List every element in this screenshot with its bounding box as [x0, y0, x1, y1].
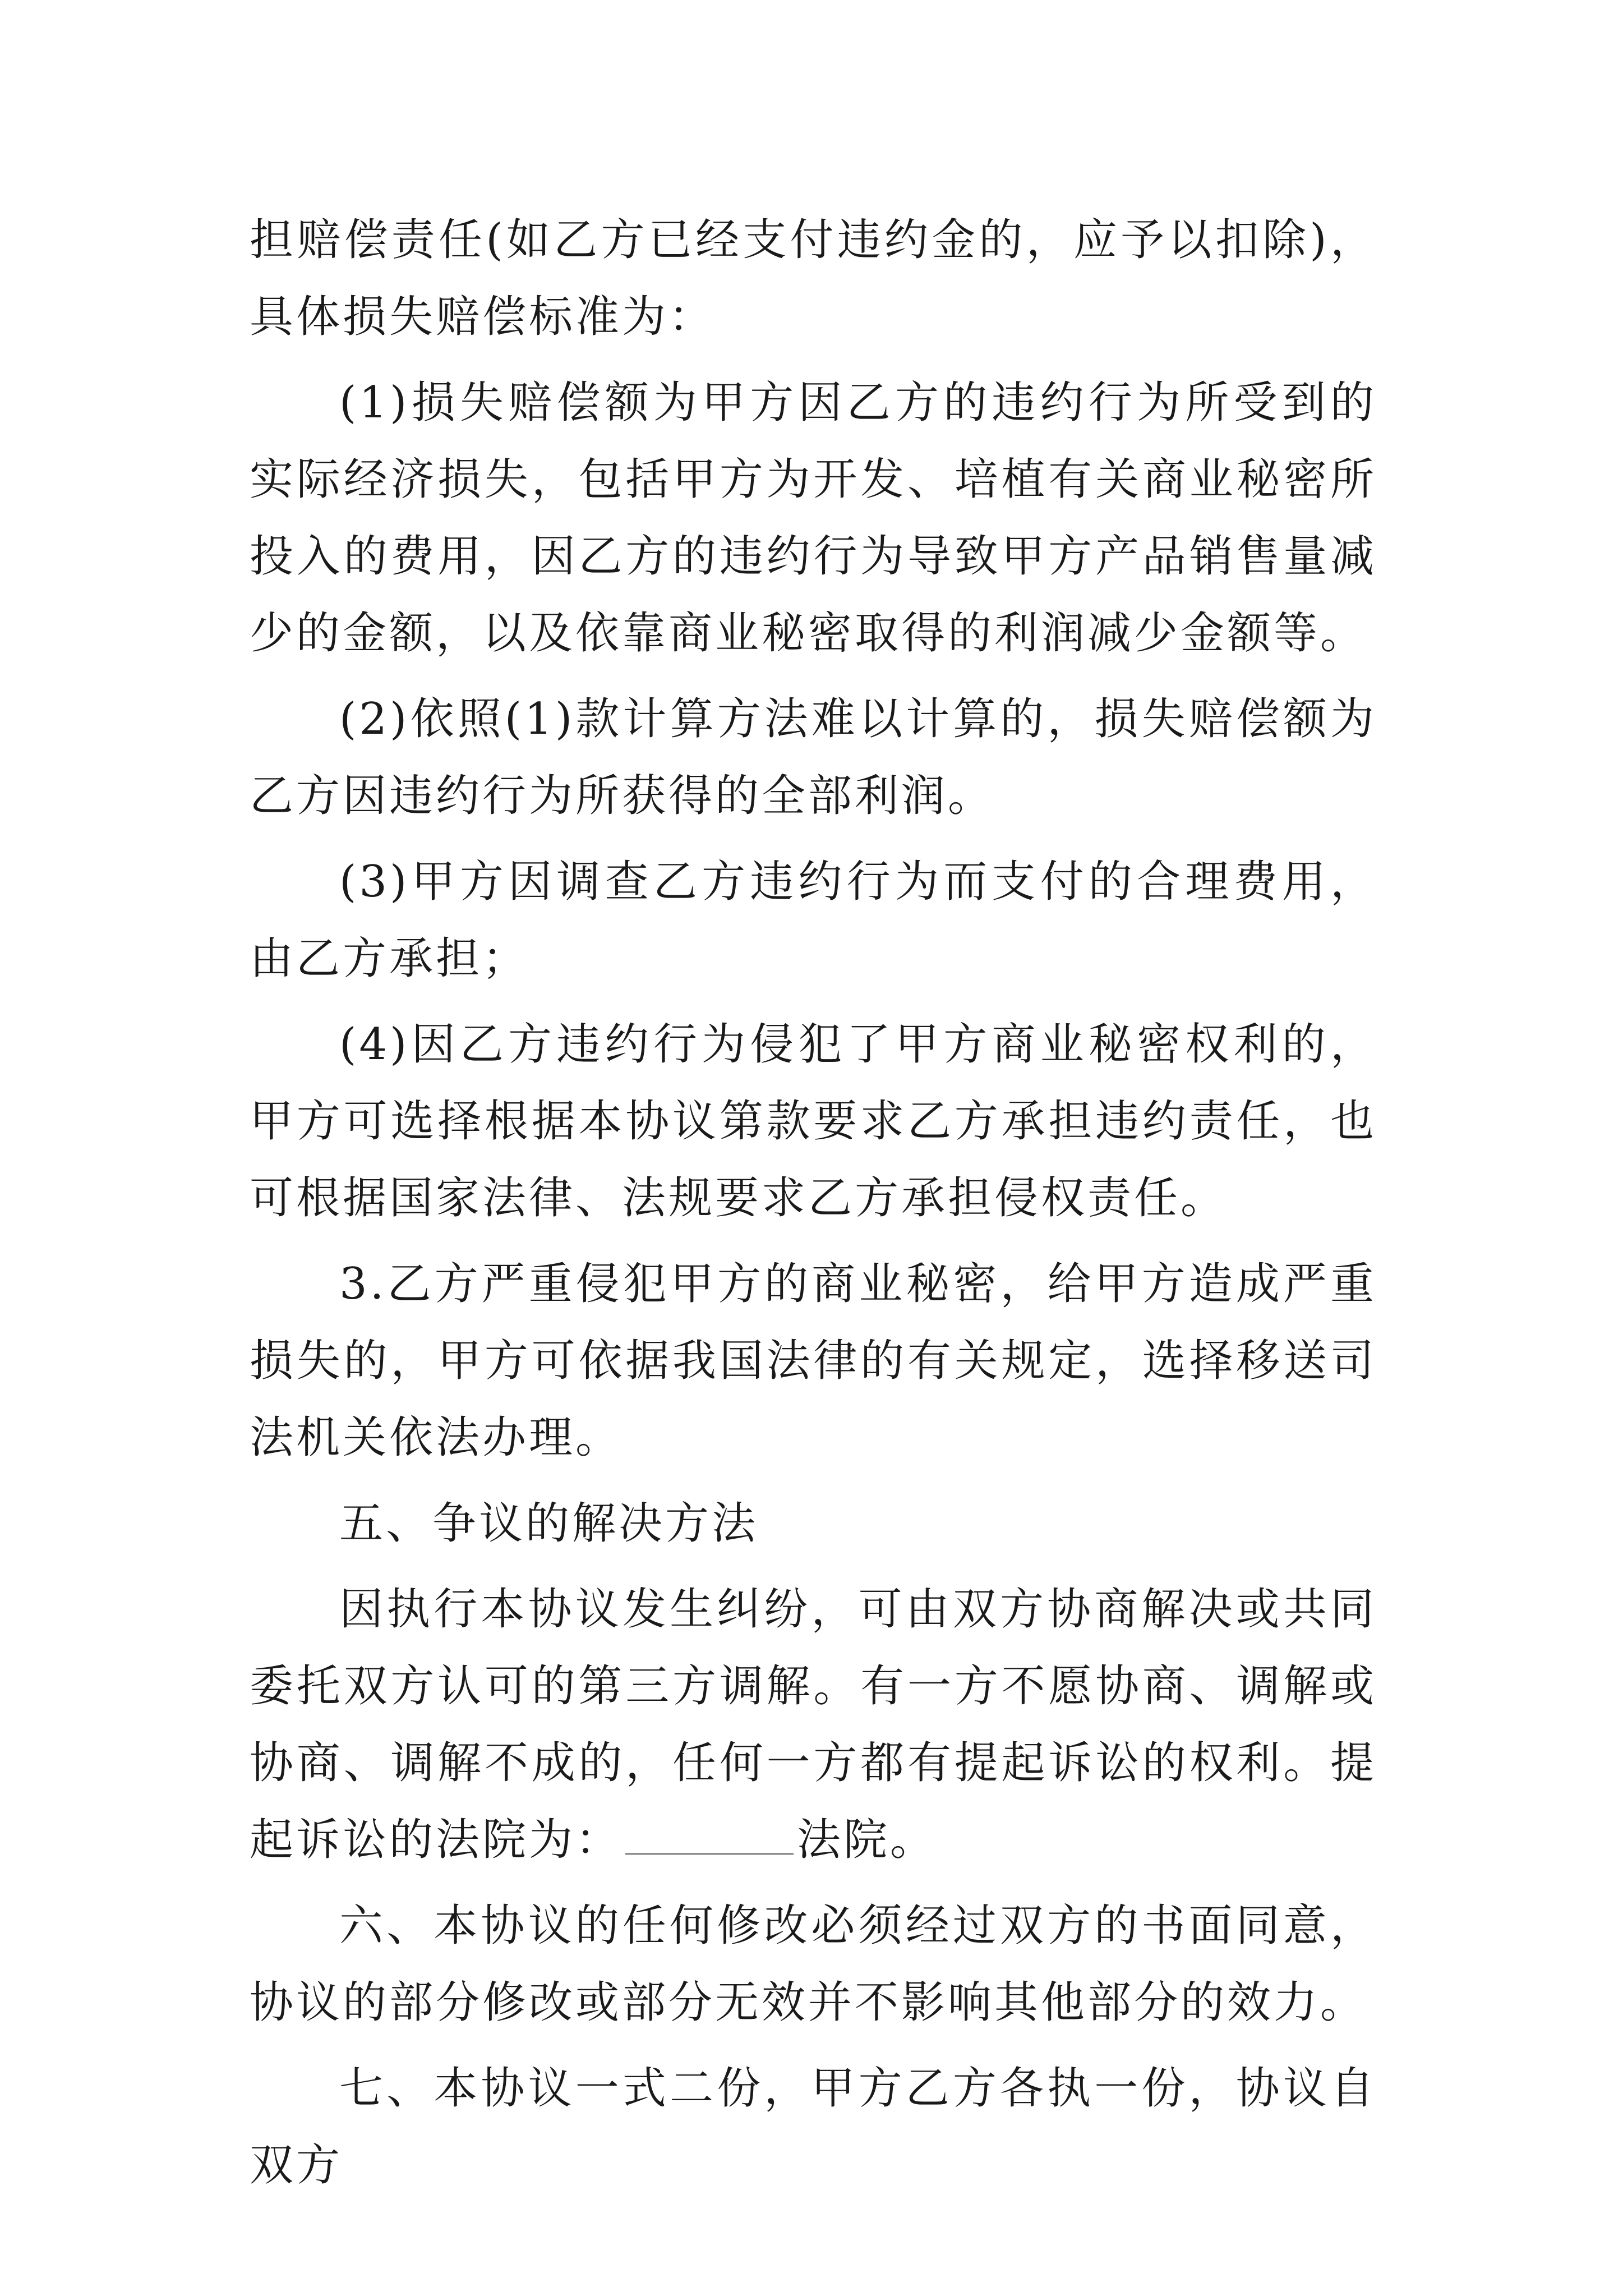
paragraph-section-6-amendments: 六、本协议的任何修改必须经过双方的书面同意，协议的部分修改或部分无效并不影响其他部分的效力。: [250, 1901, 1377, 2028]
paragraph-liability-intro: 担赔偿责任(如乙方已经支付违约金的，应予以扣除)，具体损失赔偿标准为：: [250, 215, 1377, 342]
court-name-blank: [625, 1820, 794, 1855]
paragraph-compensation-item-3: (3)甲方因调查乙方违约行为而支付的合理费用，由乙方承担；: [250, 857, 1377, 984]
paragraph-section-7-copies: 七、本协议一式二份，甲方乙方各执一份，协议自双方: [250, 2063, 1377, 2191]
dispute-resolution-text: 因执行本协议发生纠纷，可由双方协商解决或共同委托双方认可的第三方调解。有一方不愿协商、调解或协商、调解不成的，任何一方都有提起诉讼的权利。提起诉讼的法院为：: [250, 1584, 1377, 1865]
paragraph-dispute-resolution: [250, 1571, 1377, 1879]
document-body: [250, 202, 1377, 2204]
paragraph-compensation-item-1: (1)损失赔偿额为甲方因乙方的违约行为所受到的实际经济损失，包括甲方为开发、培植有关商业秘密所投入的费用，因乙方的违约行为导致甲方产品销售量减少的金额，以及依靠商业秘密取得的利润减少金额等。: [250, 378, 1377, 659]
court-suffix-text: 法院。: [797, 1815, 937, 1865]
paragraph-compensation-item-4: (4)因乙方违约行为侵犯了甲方商业秘密权利的，甲方可选择根据本协议第款要求乙方承担违约责任，也可根据国家法律、法规要求乙方承担侵权责任。: [250, 1019, 1377, 1223]
paragraph-clause-3: 3.乙方严重侵犯甲方的商业秘密，给甲方造成严重损失的，甲方可依据我国法律的有关规定，选择移送司法机关依法办理。: [250, 1259, 1377, 1463]
section-heading-dispute-resolution: 五、争议的解决方法: [339, 1498, 759, 1549]
paragraph-compensation-item-2: (2)依照(1)款计算方法难以计算的，损失赔偿额为乙方因违约行为所获得的全部利润。: [250, 694, 1377, 821]
